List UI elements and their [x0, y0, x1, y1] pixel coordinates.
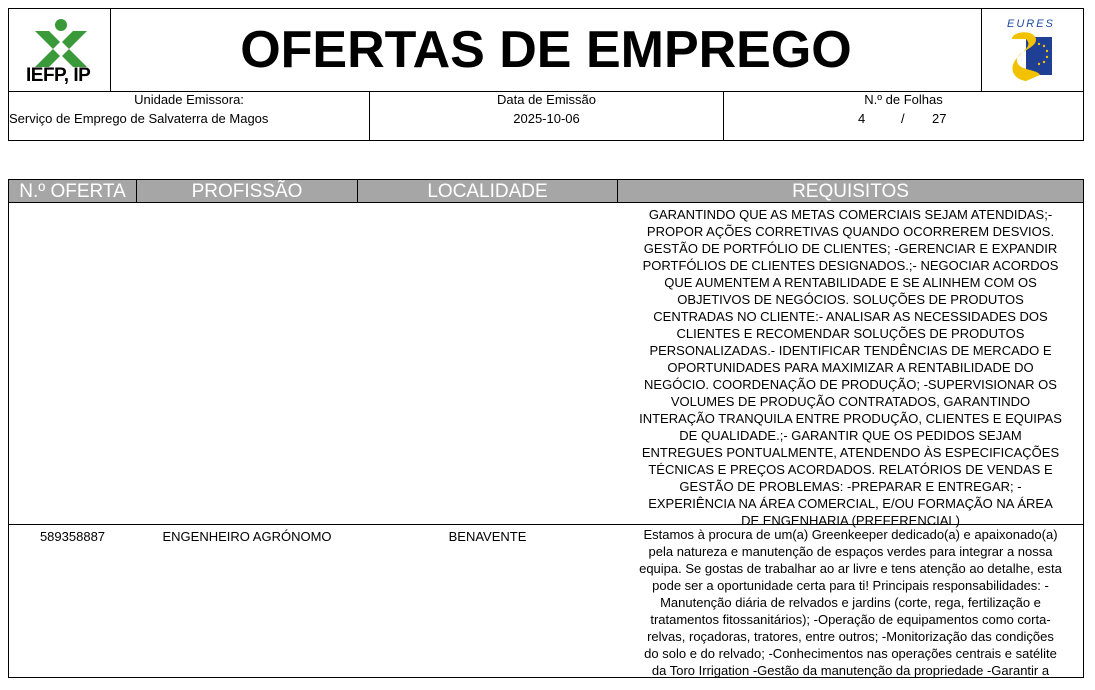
document-header — [8, 8, 1084, 142]
table-row — [8, 203, 1084, 528]
requisitos-line: PERSONALIZADAS.- IDENTIFICAR TENDÊNCIAS DE MERCADO E — [649, 343, 1052, 358]
issue-date-value: 2025-10-06 — [513, 111, 580, 126]
requisitos-line: pode ser a oportunidade certa para ti! Principais responsabilidades: - — [652, 578, 1049, 593]
requisitos-line: PROPOR AÇÕES CORRETIVAS QUANDO OCORREREM DESVIOS. — [646, 224, 1055, 239]
requisitos-line: TÉCNICAS E PREÇOS ACORDADOS. RELATÓRIOS DE VENDAS E — [648, 462, 1053, 477]
sheet-count-cell — [724, 91, 1083, 140]
eures-emblem-icon — [982, 9, 1083, 91]
requisitos-line: QUE AUMENTEM A RENTABILIDADE E SE ALINHEM COM OS — [664, 275, 1037, 290]
sheet-current: 4 — [858, 111, 866, 126]
table-row — [8, 525, 1084, 678]
sheet-count-label: N.º de Folhas — [864, 92, 943, 107]
requisitos-line: GESTÃO DE PORTFÓLIO DE CLIENTES; -GERENCIAR E EXPANDIR — [643, 241, 1058, 256]
row-profissao: ENGENHEIRO AGRÓNOMO — [162, 529, 332, 544]
requisitos-line: GARANTINDO QUE AS METAS COMERCIAIS SEJAM ATENDIDAS;- — [648, 207, 1053, 222]
requisitos-line: NEGÓCIO. COORDENAÇÃO DE PRODUÇÃO; -SUPERVISIONAR OS — [644, 377, 1057, 392]
iefp-logo-text: IEFP, IP — [26, 65, 91, 86]
column-header-profissao: PROFISSÃO — [137, 180, 358, 202]
requisitos-line: CENTRADAS NO CLIENTE:- ANALISAR AS NECESSIDADES DOS — [653, 309, 1048, 324]
sheet-separator: / — [901, 111, 905, 126]
header-info-band — [8, 91, 1084, 141]
requisitos-line: tratamentos fitossanitários); -Operação de equipamentos como corta- — [650, 612, 1051, 627]
requisitos-line: PORTFÓLIOS DE CLIENTES DESIGNADOS.;- NEGOCIAR ACORDOS — [642, 258, 1059, 273]
column-header-requisitos: REQUISITOS — [792, 181, 909, 202]
issue-date-cell — [370, 91, 724, 140]
requisitos-line: relvas, roçadoras, tratores, entre outros; -Monitorização das condições — [647, 629, 1054, 644]
requisitos-line: ENTREGUES PONTUALMENTE, ATENDENDO ÀS ESPECIFICAÇÕES — [641, 445, 1060, 460]
sheet-total: 27 — [932, 111, 947, 126]
requisitos-line: GESTÃO DE PROBLEMAS: -PREPARAR E ENTREGAR; - — [679, 479, 1022, 494]
requisitos-line: CLIENTES E RECOMENDAR SOLUÇÕES DE PRODUTOS — [676, 326, 1025, 341]
row-localidade: BENAVENTE — [448, 529, 527, 544]
requisitos-line: pela natureza e manutenção de espaços verdes para integrar a nossa — [648, 544, 1053, 559]
requisitos-line: da Toro Irrigation -Gestão da manutenção da propriedade -Garantir a — [651, 663, 1050, 678]
issue-date-label: Data de Emissão — [497, 92, 596, 107]
column-header-localidade: LOCALIDADE — [358, 180, 618, 202]
row-requisitos — [618, 206, 1083, 529]
row-oferta: 589358887 — [39, 529, 106, 544]
issuing-unit-value: Serviço de Emprego de Salvaterra de Magos — [9, 111, 269, 126]
eures-logo — [981, 9, 1083, 91]
requisitos-line: do solo e do relvado; -Conhecimentos nas operações centrais e satélite — [644, 646, 1057, 661]
requisitos-line: OPORTUNIDADES PARA MAXIMIZAR A RENTABILIDADE DO — [667, 360, 1034, 375]
column-header-oferta: N.º OFERTA — [9, 180, 137, 202]
requisitos-line: OBJETIVOS DE NEGÓCIOS. SOLUÇÕES DE PRODUTOS — [677, 292, 1024, 307]
requisitos-line: INTERAÇÃO TRANQUILA ENTRE PRODUÇÃO, CLIENTES E EQUIPAS — [639, 411, 1062, 426]
header-top-band — [8, 8, 1084, 92]
requisitos-line: EXPERIÊNCIA NA ÁREA COMERCIAL, E/OU FORMAÇÃO NA ÁREA — [648, 496, 1053, 511]
requisitos-line: DE QUALIDADE.;- GARANTIR QUE OS PEDIDOS SEJAM — [679, 428, 1022, 443]
requisitos-line: DE ENGENHARIA (PREFERENCIAL) — [741, 513, 960, 528]
iefp-logo — [9, 9, 111, 91]
table-header — [8, 179, 1084, 203]
requisitos-line: equipa. Se gostas de trabalhar ao ar livre e tens atenção ao detalhe, esta — [639, 561, 1062, 576]
requisitos-line: Estamos à procura de um(a) Greenkeeper dedicado(a) e apaixonado(a) — [643, 527, 1058, 542]
issuing-unit-cell — [9, 91, 370, 140]
row-requisitos — [618, 526, 1083, 679]
page-title: OFERTAS DE EMPREGO — [240, 21, 852, 79]
issuing-unit-label: Unidade Emissora: — [134, 92, 244, 107]
requisitos-line: VOLUMES DE PRODUÇÃO CONTRATADOS, GARANTINDO — [670, 394, 1031, 409]
requisitos-line: Manutenção diária de relvados e jardins (corte, rega, fertilização e — [660, 595, 1041, 610]
eures-logo-text: EURES — [1007, 18, 1055, 30]
